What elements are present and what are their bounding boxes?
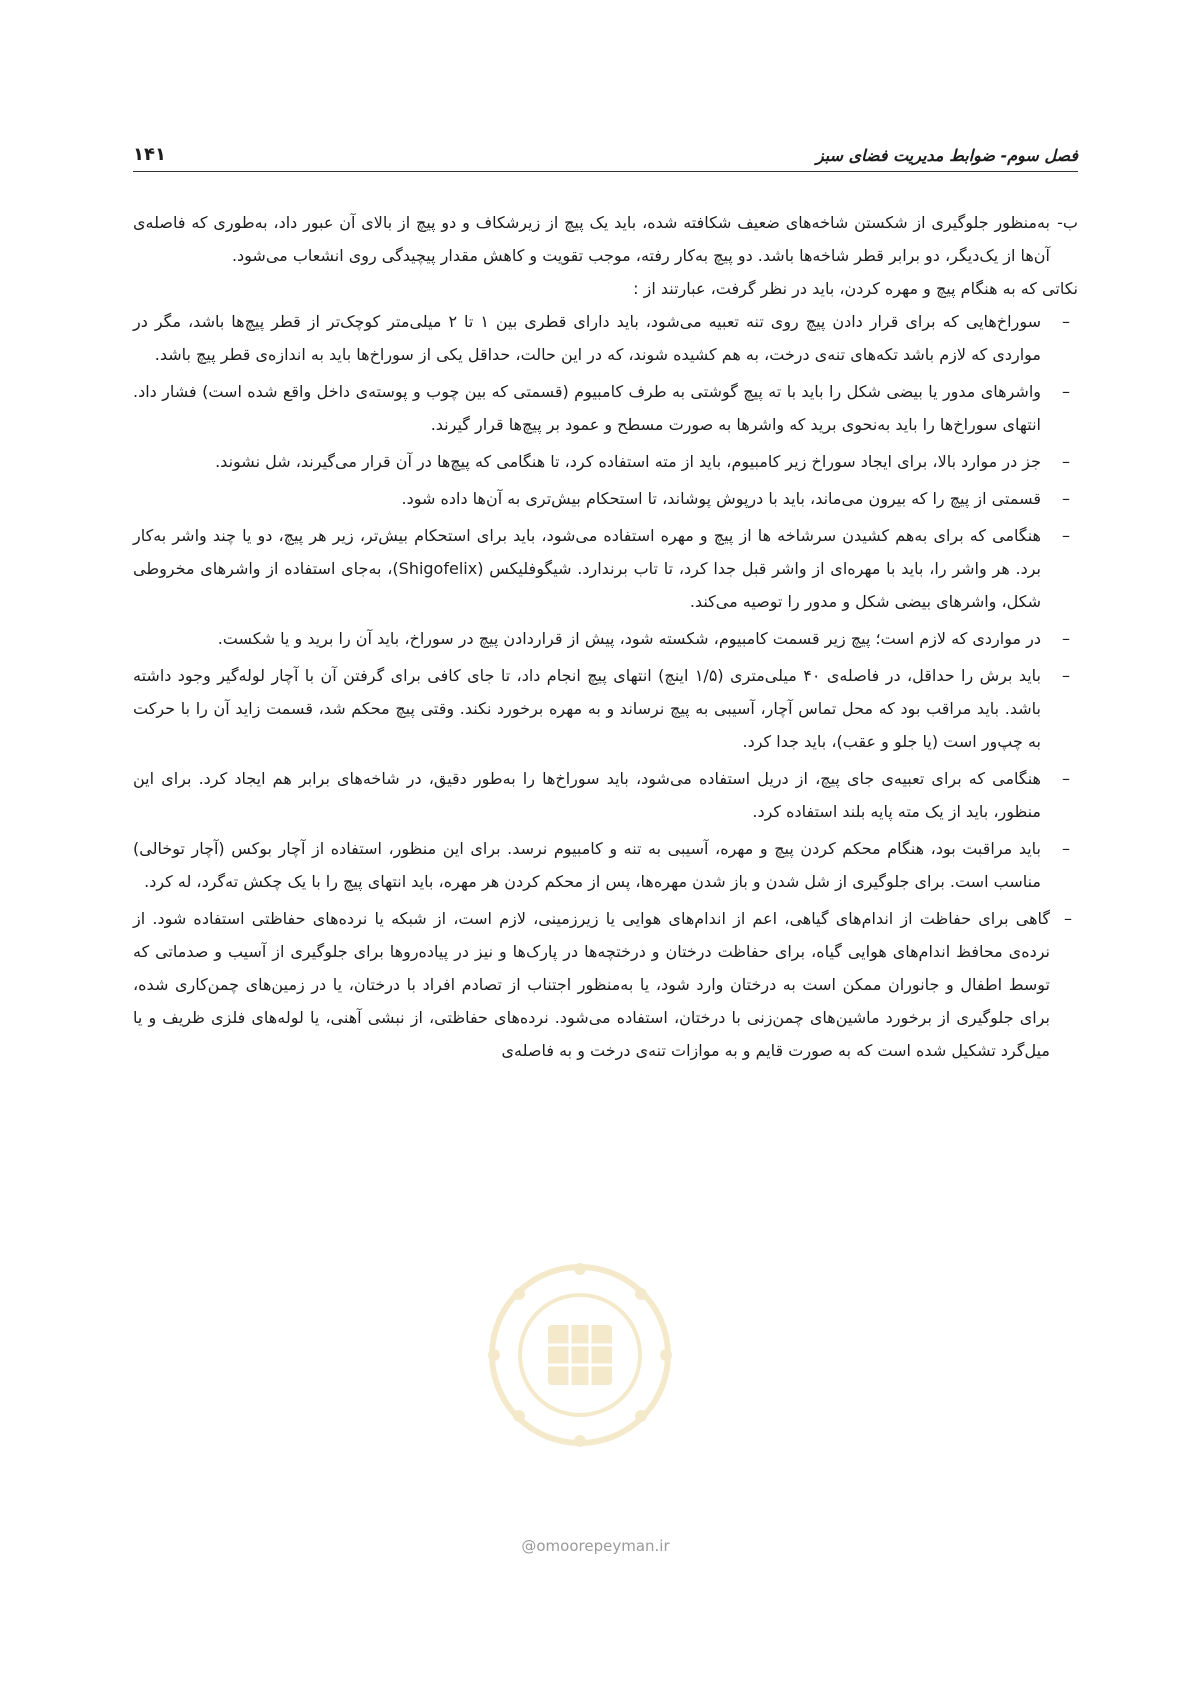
dash-marker: –	[1062, 489, 1070, 508]
running-title: فصل سوم- ضوابط مدیریت فضای سبز	[815, 146, 1078, 165]
running-header	[133, 130, 1078, 172]
list-item-text: هنگامی که برای تعبیه‌ی جای پیچ، از دریل استفاده می‌شود، باید سوراخ‌ها را به‌طور دقیق، در شاخه‌های برابر هم ایجاد کرد. برای این منظور، باید از یک مته پایه بلند استفاده کرد.	[133, 769, 1041, 821]
list-item-text: سوراخ‌هایی که برای قرار دادن پیچ روی تنه تعبیه می‌شود، باید دارای قطری بین ۱ تا ۲ میلی‌متر کوچک‌تر از قطر پیچ‌ها باشد، مگر در مواردی که لازم باشد تکه‌های تنه‌ی درخت، به هم کشیده شوند، که در این حالت، حداقل یکی از سوراخ‌ها باید به اندازه‌ی قطر پیچ باشد.	[133, 312, 1042, 364]
dash-marker: –	[1062, 629, 1070, 648]
item-b-text: به‌منظور جلوگیری از شکستن شاخه‌های ضعیف شکافته شده، باید یک پیچ از زیرشکاف و دو پیچ از بالای آن عبور داد، به‌طوری که فاصله‌ی آن‌ها از یک‌دیگر، دو برابر قطر شاخه‌ها باشد. دو پیچ به‌کار رفته، موجب تقویت و کاهش مقدار پیچیدگی روی انشعاب می‌شود.	[133, 213, 1050, 265]
list-item-text: واشرهای مدور یا بیضی شکل را باید با ته پیچ گوشتی به طرف کامبیوم (قسمتی که بین چوب و پوسته‌ی داخل واقع شده است) فشار داد. انتهای سوراخ‌ها را باید به‌نحوی برید که واشرها به صورت مسطح و عمود بر پیچ‌ها قرار گیرند.	[133, 382, 1041, 434]
dash-marker: –	[1062, 526, 1070, 545]
watermark-url: @omoorepeyman.ir	[521, 1537, 670, 1555]
list-item	[133, 445, 1078, 478]
intro-line: نکاتی که به هنگام پیچ و مهره کردن، باید در نظر گرفت، عبارتند از :	[633, 279, 1078, 298]
list-item-text: جز در موارد بالا، برای ایجاد سوراخ زیر کامبیوم، باید از مته استفاده کرد، تا هنگامی که پیچ‌ها در آن قرار می‌گیرند، شل نشوند.	[215, 452, 1041, 471]
protective-fence-paragraph	[133, 902, 1078, 1067]
list-item	[133, 832, 1078, 898]
list-item	[133, 482, 1078, 515]
dash-marker: –	[1062, 452, 1070, 471]
list-item	[133, 659, 1078, 758]
dash-marker: –	[1062, 769, 1070, 788]
list-item-text: باید مراقبت بود، هنگام محکم کردن پیچ و مهره، آسیبی به تنه و کامبیوم نرسد. برای این منظور، استفاده از آچار بوکس (آچار توخالی) مناسب است. برای جلوگیری از شل شدن و باز شدن مهره‌ها، پس از محکم کردن هر مهره، باید انتهای پیچ را با یک چکش ته‌گرد، له کرد.	[133, 839, 1041, 891]
dash-marker: –	[1062, 839, 1070, 858]
dash-marker: –	[1062, 666, 1070, 685]
publisher-logo-watermark	[470, 1255, 690, 1455]
page-number: ۱۴۱	[133, 144, 166, 165]
list-item	[133, 762, 1078, 828]
item-b-marker: ب-	[1057, 213, 1078, 232]
dash-marker: –	[1062, 312, 1070, 331]
dash-marker: –	[1064, 909, 1072, 928]
list-item	[133, 375, 1078, 441]
page-body	[133, 206, 1078, 1067]
list-item	[133, 305, 1078, 371]
list-item	[133, 519, 1078, 618]
list-item-text: باید برش را حداقل، در فاصله‌ی ۴۰ میلی‌متری (۱/۵ اینچ) انتهای پیچ انجام داد، تا جای کافی برای گرفتن آن با آچار لوله‌گیر وجود داشته باشد. باید مراقب بود که محل تماس آچار، آسیبی به پیچ نرساند و به مهره برخورد نکند. وقتی پیچ محکم شد، قسمت زاید آن را با حرکت به چپ‌ور است (یا جلو و عقب)، باید جدا کرد.	[133, 666, 1042, 751]
list-item-text: هنگامی که برای به‌هم کشیدن سرشاخه ها از پیچ و مهره استفاده می‌شود، باید برای استحکام بیش‌تر، زیر هر پیچ، دو یا چند واشر به‌کار برد. هر واشر را، باید با مهره‌ای از واشر قبل جدا کرد، تا تاب برندارد. شیگوفلیکس (Shigofelix)، به‌جای استفاده از واشرهای مخروطی شکل، واشرهای بیضی شکل و مدور را توصیه می‌کند.	[133, 526, 1042, 611]
protective-fence-text: گاهی برای حفاظت از اندام‌های گیاهی، اعم از اندام‌های هوایی یا زیرزمینی، لازم است، از شبکه یا نرده‌های حفاظتی استفاده شود. از نرده‌ی محافظ اندام‌های هوایی گیاه، برای حفاظت درختان و درختچه‌ها در پارک‌ها و نیز در پیاده‌روها برای جلوگیری از آسیب و صدماتی که توسط اطفال و جانوران ممکن است به درختان وارد شود، یا به‌منظور اجتناب از تصادم افراد با درختان، یا در زمین‌های چمن‌کاری شده، برای جلوگیری از برخورد ماشین‌های چمن‌زنی با درختان، استفاده می‌شود. نرده‌های حفاظتی، از نبشی آهنی، یا لوله‌های فلزی ظریف و یا میل‌گرد تشکیل شده است که به صورت قایم و به موازات تنه‌ی درخت و به فاصله‌ی	[133, 909, 1050, 1060]
list-item-text: قسمتی از پیچ را که بیرون می‌ماند، باید با درپوش پوشاند، تا استحکام بیش‌تری به آن‌ها داده شود.	[401, 489, 1041, 508]
list-item	[133, 622, 1078, 655]
bolting-notes-list	[133, 305, 1078, 898]
dash-marker: –	[1062, 382, 1070, 401]
item-b	[133, 206, 1078, 272]
list-item-text: در مواردی که لازم است؛ پیچ زیر قسمت کامبیوم، شکسته شود، پیش از قراردادن پیچ در سوراخ، باید آن را برید و یا شکست.	[217, 629, 1041, 648]
